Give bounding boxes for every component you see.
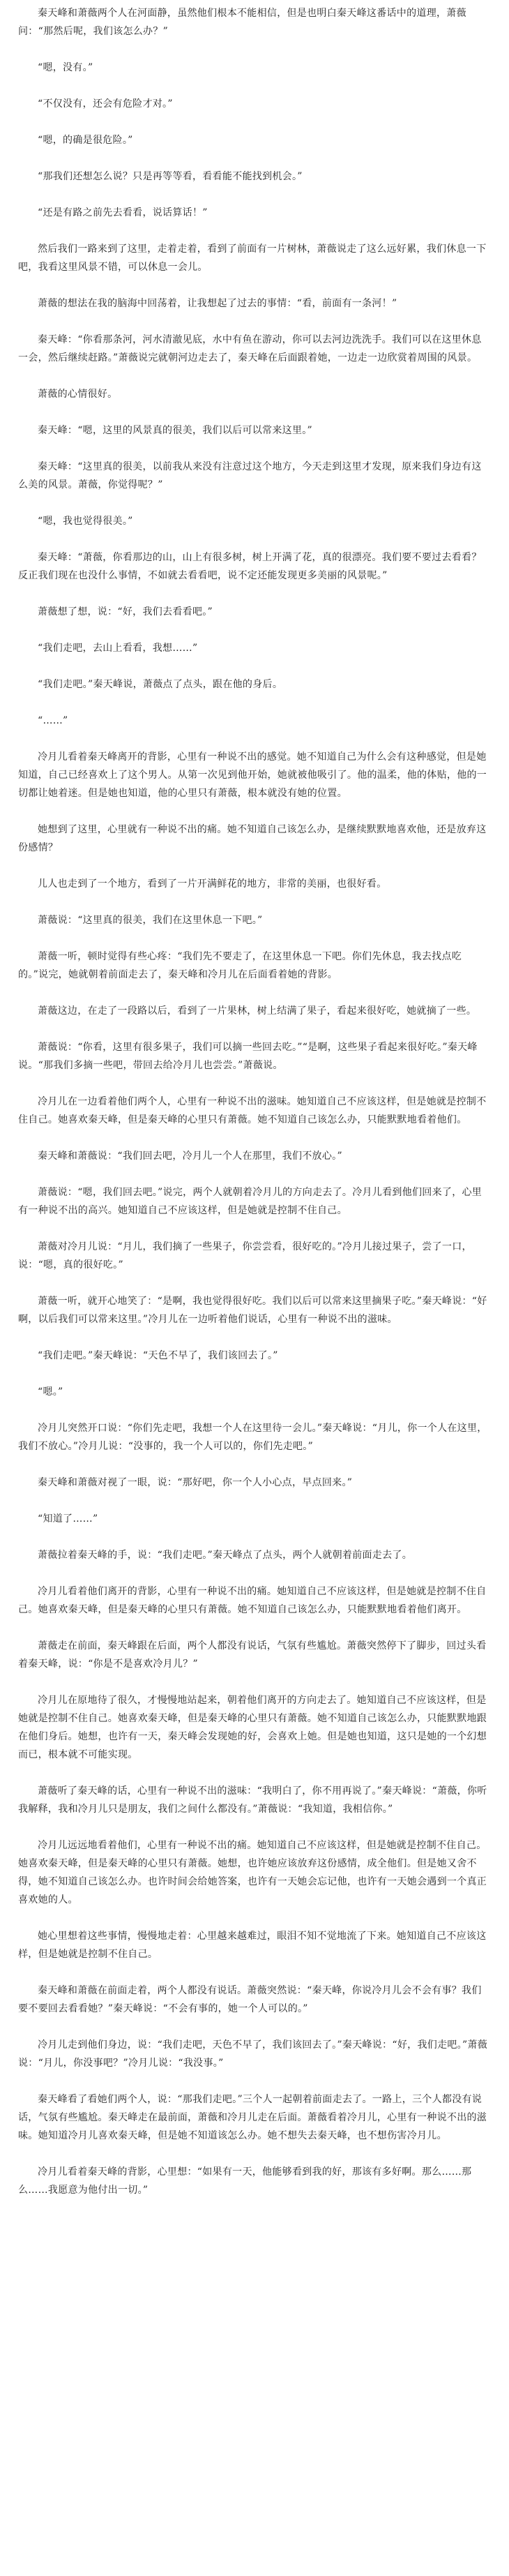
paragraph: “我们走吧，去山上看看，我想……” bbox=[38, 643, 198, 654]
paragraph: 秦天峰和萧薇对视了一眼，说：“那好吧，你一个人小心点，早点回来。” bbox=[38, 1477, 353, 1488]
paragraph: 萧薇这边，在走了一段路以后，看到了一片果林，树上结满了果子，看起来很好吃，她就摘了一些。 bbox=[38, 1005, 477, 1017]
paragraph: 冷月儿在一边看着他们两个人，心里有一种说不出的滋味。她知道自己不应该这样，但是她就是控制不住自己。她喜欢秦天峰，但是秦天峰的心里只有萧薇。她不知道自己该怎么办，只能默默地看着他们。 bbox=[18, 1096, 487, 1125]
paragraph: 萧薇说：“这里真的很美，我们在这里休息一下吧。” bbox=[38, 915, 263, 926]
paragraph: 秦天峰看了看她们两个人，说：“那我们走吧。”三个人一起朝着前面走去了。一路上，三个人都没有说话，气氛有些尴尬。秦天峰走在最前面，萧薇和冷月儿走在后面。萧薇看着冷月儿，心里有一种说不出的滋味。她知道冷月儿喜欢秦天峰，但是她不知道该怎么办。她不想失去秦天峰，也不想伤害冷月儿。 bbox=[18, 2094, 487, 2141]
paragraph: “知道了……” bbox=[38, 1513, 98, 1525]
paragraph: 萧薇想了想，说：“好，我们去看看吧。” bbox=[38, 606, 213, 617]
paragraph: 秦天峰：“这里真的很美，以前我从来没有注意过这个地方，今天走到这里才发现，原来我们身边有这么美的风景。萧薇，你觉得呢？” bbox=[18, 461, 482, 491]
paragraph: 萧薇一听，顿时觉得有些心疼：“我们先不要走了，在这里休息一下吧。你们先休息，我去找点吃的。”说完，她就朝着前面走去了，秦天峰和冷月儿在后面看着她的背影。 bbox=[18, 951, 462, 980]
paragraph: 萧薇走在前面，秦天峰跟在后面，两个人都没有说话，气氛有些尴尬。萧薇突然停下了脚步，回过头看着秦天峰，说：“你是不是喜欢冷月儿？” bbox=[18, 1640, 487, 1670]
paragraph: 萧薇听了秦天峰的话，心里有一种说不出的滋味：“我明白了，你不用再说了。”秦天峰说：“萧薇，你听我解释，我和冷月儿只是朋友，我们之间什么都没有。”萧薇说：“我知道，我相信你。” bbox=[18, 1785, 487, 1815]
paragraph: 秦天峰和萧薇在前面走着，两个人都没有说话。萧薇突然说：“秦天峰，你说冷月儿会不会有事？我们要不要回去看看她？”秦天峰说：“不会有事的，她一个人可以的。” bbox=[18, 1985, 482, 2014]
paragraph: “嗯，没有。” bbox=[38, 62, 93, 73]
paragraph: 萧薇的心情很好。 bbox=[38, 389, 118, 400]
paragraph: “那我们还想怎么说？只是再等等看，看看能不能找到机会。” bbox=[38, 171, 303, 182]
paragraph: 秦天峰和萧薇两个人在河面静，虽然他们根本不能相信，但是也明白秦天峰这番话中的道理，萧薇问：“那然后呢，我们该怎么办？” bbox=[18, 8, 466, 37]
paragraph: “嗯，我也觉得很美。” bbox=[38, 516, 133, 527]
paragraph: “我们走吧。”秦天峰说：“天色不早了，我们该回去了。” bbox=[38, 1350, 278, 1361]
paragraph: 秦天峰和萧薇说：“我们回去吧，冷月儿一个人在那里，我们不放心。” bbox=[38, 1151, 342, 1162]
paragraph: 冷月儿远远地看着他们，心里有一种说不出的痛。她知道自己不应该这样，但是她就是控制不住自己。她喜欢秦天峰，但是秦天峰的心里只有萧薇。她想，也许她应该放弃这份感情，成全他们。但是她又舍不得，她不知道自己该怎么办。也许时间会给她答案，也许有一天她会忘记他，也许有一天她会遇到一个真正喜欢她的人。 bbox=[18, 1840, 487, 1905]
paragraph: 冷月儿走到他们身边，说：“我们走吧，天色不早了，我们该回去了。”秦天峰说：“好，我们走吧。”萧薇说：“月儿，你没事吧？”冷月儿说：“我没事。” bbox=[18, 2039, 488, 2069]
paragraph: 秦天峰：“你看那条河，河水清澈见底，水中有鱼在游动，你可以去河边洗洗手。我们可以在这里休息一会，然后继续赶路。”萧薇说完就朝河边走去了，秦天峰在后面跟着她，一边走一边欣赏着周围的风景。 bbox=[18, 334, 482, 364]
paragraph: “嗯。” bbox=[38, 1386, 63, 1398]
paragraph: “我们走吧。”秦天峰说，萧薇点了点头，跟在他的身后。 bbox=[38, 679, 283, 690]
paragraph: 冷月儿突然开口说：“你们先走吧，我想一个人在这里待一会儿。”秦天峰说：“月儿，你一个人在这里，我们不放心。”冷月儿说：“没事的，我一个人可以的，你们先走吧。” bbox=[18, 1423, 487, 1452]
paragraph: “不仅没有，还会有危险才对。” bbox=[38, 98, 173, 110]
paragraph: 萧薇对冷月儿说：“月儿，我们摘了一些果子，你尝尝看，很好吃的。”冷月儿接过果子，尝了一口，说：“嗯，真的很好吃。” bbox=[18, 1241, 472, 1271]
paragraph: 萧薇一听，就开心地笑了：“是啊，我也觉得很好吃。我们以后可以常来这里摘果子吃。”秦天峰说：“好啊，以后我们可以常来这里。”冷月儿在一边听着他们说话，心里有一种说不出的滋味。 bbox=[18, 1296, 487, 1325]
paragraph: 秦天峰：“萧薇，你看那边的山，山上有很多树，树上开满了花，真的很漂亮。我们要不要过去看看？反正我们现在也没什么事情，不如就去看看吧，说不定还能发现更多美丽的风景呢。” bbox=[18, 552, 482, 581]
paragraph: 萧薇说：“嗯，我们回去吧。”说完，两个人就朝着冷月儿的方向走去了。冷月儿看到他们回来了，心里有一种说不出的高兴。她知道自己不应该这样，但是她就是控制不住自己。 bbox=[18, 1187, 483, 1216]
paragraph: “……” bbox=[38, 715, 68, 726]
paragraph: “还是有路之前先去看看，说话算话！” bbox=[38, 207, 208, 218]
paragraph: 她心里想着这些事情，慢慢地走着：心里越来越难过，眼泪不知不觉地流了下来。她知道自己不应该这样，但是她就是控制不住自己。 bbox=[18, 1931, 487, 1960]
paragraph: 儿人也走到了一个地方，看到了一片开满鲜花的地方，非常的美丽，也很好看。 bbox=[38, 878, 387, 890]
paragraph: 然后我们一路来到了这里，走着走着，看到了前面有一片树林，萧薇说走了这么远好累，我们休息一下吧，我看这里风景不错，可以休息一会儿。 bbox=[18, 244, 487, 273]
paragraph: 秦天峰：“嗯，这里的风景真的很美，我们以后可以常来这里。” bbox=[38, 425, 313, 436]
paragraph: 萧薇拉着秦天峰的手，说：“我们走吧。”秦天峰点了点头，两个人就朝着前面走去了。 bbox=[38, 1550, 413, 1561]
paragraph: 冷月儿看着秦天峰离开的背影，心里有一种说不出的感觉。她不知道自己为什么会有这种感觉，但是她知道，自己已经喜欢上了这个男人。从第一次见到他开始，她就被他吸引了。他的温柔，他的体贴，他的一切都让她着迷。但是她也知道，他的心里只有萧薇，根本就没有她的位置。 bbox=[18, 751, 487, 799]
paragraph: 冷月儿看着他们离开的背影，心里有一种说不出的痛。她知道自己不应该这样，但是她就是控制不住自己。她喜欢秦天峰，但是秦天峰的心里只有萧薇。她不知道自己该怎么办，只能默默地看着他们离开。 bbox=[18, 1586, 487, 1615]
paragraph: 冷月儿在原地待了很久，才慢慢地站起来，朝着他们离开的方向走去了。她知道自己不应该这样，但是她就是控制不住自己。她喜欢秦天峰，但是秦天峰的心里只有萧薇。她不知道自己该怎么办，只能默默地跟在他们身后。她想，也许有一天，秦天峰会发现她的好，会喜欢上她。但是她也知道，这只是她的一个幻想而已，根本就不可能实现。 bbox=[18, 1695, 487, 1760]
paragraph: 萧薇说：“你看，这里有很多果子，我们可以摘一些回去吃。”“是啊，这些果子看起来很好吃。”秦天峰说。“那我们多摘一些吧，带回去给冷月儿也尝尝。”萧薇说。 bbox=[18, 1042, 478, 1071]
paragraph: “嗯，的确是很危险。” bbox=[38, 135, 133, 146]
paragraph: 萧薇的想法在我的脑海中回荡着，让我想起了过去的事情：“看，前面有一条河！” bbox=[38, 298, 397, 309]
paragraph: 她想到了这里，心里就有一种说不出的痛。她不知道自己该怎么办，是继续默默地喜欢他，还是放弃这份感情？ bbox=[18, 824, 487, 853]
paragraph: 冷月儿看着秦天峰的背影，心里想：“如果有一天，他能够看到我的好，那该有多好啊。那么……那么……我愿意为他付出一切。” bbox=[18, 2166, 472, 2196]
